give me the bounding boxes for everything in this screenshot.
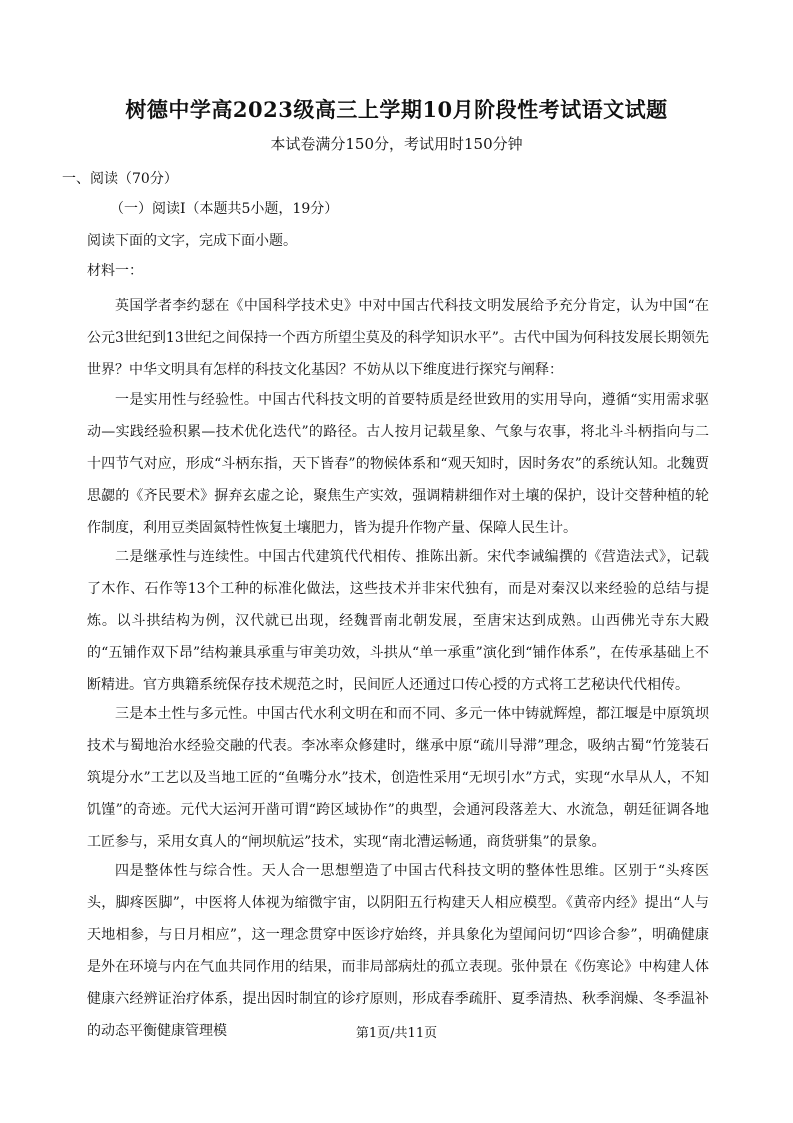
paragraph-intro: 英国学者李约瑟在《中国科学技术史》中对中国古代科技文明发展给予充分肯定，认为中国“在公元3世纪到13世纪之间保持一个西方所望尘莫及的科学知识水平”。古代中国为何科技发展长期领先世界？中华文明具有怎样的科技文化基因？不妨从以下维度进行探究与阐释： bbox=[87, 298, 709, 378]
section-heading: 一、阅读（70分） bbox=[62, 171, 178, 187]
paragraph-practicality: 一是实用性与经验性。中国古代科技文明的首要特质是经世致用的实用导向，遵循“实用需求驱动—实践经验积累—技术优化迭代”的路径。古人按月记载星象、气象与农事，将北斗斗柄指向与二十四节气对应，形成“斗柄东指，天下皆春”的物候体系和“观天知时，因时务农”的系统认知。北魏贾思勰的《齐民要术》摒弃玄虚之论，聚焦生产实效，强调精耕细作对土壤的保护，设计交替种植的轮作制度，利用豆类固氮特性恢复土壤肥力，皆为提升作物产量、保障人民生计。 bbox=[87, 392, 709, 536]
subsection-heading: （一）阅读Ⅰ（本题共5小题，19分） bbox=[110, 201, 339, 217]
instruction-text: 阅读下面的文字，完成下面小题。 bbox=[87, 233, 297, 249]
exam-title: 树德中学高2023级高三上学期10月阶段性考试语文试题 bbox=[125, 97, 668, 122]
page-number: 第1页/共11页 bbox=[355, 1026, 438, 1041]
material-label: 材料一： bbox=[87, 263, 143, 279]
paragraph-integrity: 四是整体性与综合性。天人合一思想塑造了中国古代科技文明的整体性思维。区别于“头疼医头，脚疼医脚”，中医将人体视为缩微宇宙，以阴阳五行构建天人相应模型。《黄帝内经》提出“人与天地相参，与日月相应”，这一理念贯穿中医诊疗始终，并具象化为望闻问切“四诊合参”，明确健康是外在环境与内在气血共同作用的结果，而非局部病灶的孤立表现。张仲景在《伤寒论》中构建人体健康六经辨证治疗体系，提出因时制宜的诊疗原则，形成春季疏肝、夏季清热、秋季润燥、冬季温补的动态平衡健康管理模 bbox=[87, 863, 709, 1039]
exam-subtitle: 本试卷满分150分，考试用时150分钟 bbox=[270, 135, 523, 153]
paragraph-diversity: 三是本土性与多元性。中国古代水利文明在和而不同、多元一体中铸就辉煌，都江堰是中原筑坝技术与蜀地治水经验交融的代表。李冰率众修建时，继承中原“疏川导滞”理念，吸纳古蜀“竹笼装石筑堤分水”工艺以及当地工匠的“鱼嘴分水”技术，创造性采用“无坝引水”方式，实现“水旱从人，不知饥馑”的奇迹。元代大运河开凿可谓“跨区域协作”的典型，会通河段落差大、水流急，朝廷征调各地工匠参与，采用女真人的“闸坝航运”技术，实现“南北漕运畅通，商货骈集”的景象。 bbox=[87, 706, 709, 850]
paragraph-continuity: 二是继承性与连续性。中国古代建筑代代相传、推陈出新。宋代李诫编撰的《营造法式》，记载了木作、石作等13个工种的标准化做法，这些技术并非宋代独有，而是对秦汉以来经验的总结与提炼。以斗拱结构为例，汉代就已出现，经魏晋南北朝发展，至唐宋达到成熟。山西佛光寺东大殿的“五铺作双下昂”结构兼具承重与审美功效，斗拱从“单一承重”演化到“铺作体系”，在传承基础上不断精进。官方典籍系统保存技术规范之时，民间匠人还通过口传心授的方式将工艺秘诀代代相传。 bbox=[87, 549, 709, 693]
